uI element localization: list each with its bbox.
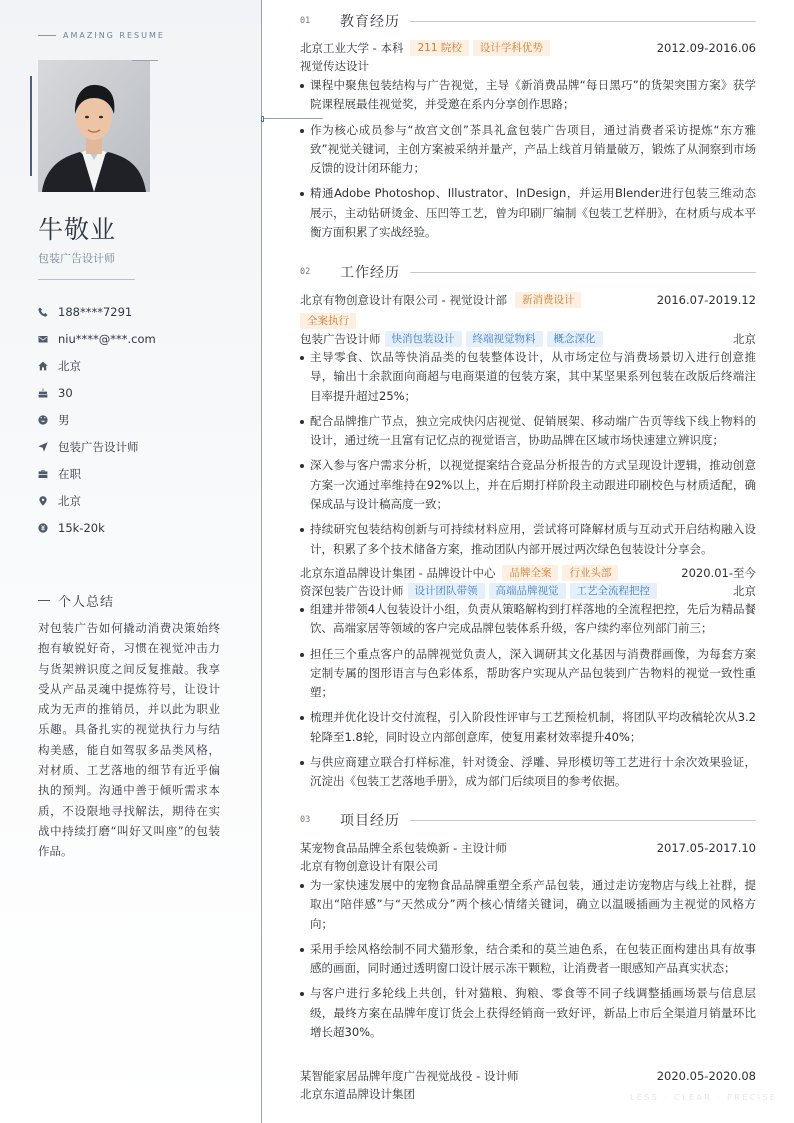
project-org: 北京东道品牌设计集团 [300, 1087, 415, 1101]
project-org: 北京有物创意设计有限公司 [300, 859, 438, 873]
contact-info-list [38, 298, 238, 541]
company-tag: 行业头部 [562, 565, 618, 581]
section-title: 教育经历 [340, 14, 400, 30]
list-item: 为一家快速发展中的宠物食品品牌重塑全系产品包装，通过走访宠物店与线上社群，提取出“陪伴感”与“天然成分”两个核心情绪关键词，确立以温暖插画为主视觉的风格方向； [300, 876, 756, 934]
portrait-image [38, 60, 150, 192]
brand [38, 31, 165, 40]
summary-title: 个人总结 [58, 595, 115, 610]
job-date: 2016.07-2019.12 [656, 293, 756, 307]
company-name: 北京东道品牌设计集团 - 品牌设计中心 [300, 566, 496, 580]
job-date: 2020.01-至今 [681, 566, 756, 580]
skill-tag: 概念深化 [547, 331, 603, 347]
section-number: 02 [300, 267, 311, 277]
list-item: 作为核心成员参与“故宫文创”茶具礼盒包装广告项目，通过消费者采访提炼“东方雅致”视觉关键词，主创方案被采纳并量产，产品上线首月销量破万，锻炼了从洞察到市场反馈的设计闭环能力； [300, 121, 756, 179]
info-phone [38, 298, 238, 325]
skill-tag: 快消包装设计 [385, 331, 462, 347]
project-header-row [300, 839, 756, 857]
list-item: 与供应商建立联合打样标准，针对烫金、浮雕、异形模切等工艺进行十余次效果验证，沉淀出《包装工艺落地手册》，成为部门后续项目的参考依据。 [300, 753, 756, 792]
avatar [38, 60, 150, 192]
job-tag-row [300, 312, 756, 330]
home-icon [38, 361, 58, 371]
list-item: 组建并带领4人包装设计小组，负责从策略解构到打样落地的全流程把控，先后为精品餐饮、高端家居等领域的客户完成品牌包装体系升级，客户续约率位列部门前三； [300, 600, 756, 639]
list-item: 主导零食、饮品等快消品类的包装整体设计，从市场定位与消费场景切入进行创意推导，输出十余款面向商超与电商渠道的包装方案，其中某坚果系列包装在改版后终端注目率提升超过25%； [300, 348, 756, 406]
sidebar [0, 0, 262, 1123]
mail-icon [38, 334, 58, 344]
location-icon [38, 496, 58, 506]
company-tag: 品牌全案 [502, 565, 558, 581]
job-position-row [300, 582, 756, 600]
salary-text: 15k-20k [58, 520, 105, 535]
list-item: 担任三个重点客户的品牌视觉负责人，深入调研其文化基因与消费群画像，为每套方案定制专属的图形语言与色彩体系，帮助客户实现从产品包装到广告物料的视觉一致性重塑； [300, 645, 756, 703]
education-major-row [300, 57, 756, 75]
school-tag: 设计学科优势 [473, 40, 550, 56]
list-item: 与客户进行多轮线上共创，针对猫粮、狗粮、零食等不同子线调整插画场景与信息层级，最终方案在品牌年度订货会上获得经销商一致好评，新品上市后全渠道月销量环比增长超30%。 [300, 984, 756, 1042]
salary-icon [38, 523, 58, 533]
summary-text: 对包装广告如何撬动消费决策始终抱有敏锐好奇，习惯在视觉冲击力与货架辨识度之间反复推敲。我享受从产品灵魂中提炼符号，让设计成为无声的推销员，并以此为职业乐趣。具备扎实的视觉执行力与结构美感，能自如驾驭多品类风格，对材质、工艺落地的细节有近乎偏执的预判。沟通中善于倾听需求本质，不设限地寻找解法，期待在实战中持续打磨“叫好又叫座”的包装作品。 [38, 621, 220, 859]
home-text: 北京 [58, 358, 81, 373]
job-position: 包装广告设计师 [300, 332, 381, 346]
section-education-heading [300, 11, 756, 31]
info-target-role [38, 433, 238, 460]
brand-text: AMAZING RESUME [63, 31, 165, 40]
photo-corner-line [132, 60, 158, 61]
info-home [38, 352, 238, 379]
summary-heading [38, 591, 114, 610]
job-position-row [300, 330, 756, 348]
skill-tag: 终端视觉物料 [466, 331, 543, 347]
info-location [38, 487, 238, 514]
education-date: 2012.09-2016.06 [656, 41, 756, 55]
info-status [38, 460, 238, 487]
section-divider [410, 21, 756, 22]
phone-text: 188****7291 [58, 304, 133, 319]
project-header-row [300, 1067, 756, 1085]
target-role-text: 包装广告设计师 [58, 439, 139, 454]
age-text: 30 [58, 385, 73, 400]
divider [38, 279, 135, 280]
project-name: 某智能家居品牌年度广告视觉战役 - 设计师 [300, 1069, 519, 1083]
list-item: 梳理并优化设计交付流程，引入阶段性评审与工艺预检机制，将团队平均改稿轮次从3.2轮降至1.8轮，同时设立内部创意库，使复用素材效率提升40%； [300, 708, 756, 747]
company-tag: 新消费设计 [515, 292, 582, 308]
profile-photo [38, 60, 150, 192]
job-bullets [300, 348, 756, 565]
company-name: 北京有物创意设计有限公司 - 视觉设计部 [300, 293, 507, 307]
list-item: 配合品牌推广节点，独立完成快闪店视觉、促销展架、移动端广告页等线下线上物料的设计，通过统一且富有记忆点的视觉语言，协助品牌在区域市场快速建立辨识度； [300, 412, 756, 451]
cake-icon [38, 388, 58, 398]
project-date: 2017.05-2017.10 [656, 841, 756, 855]
education-bullets [300, 76, 756, 248]
skill-tag: 高端品牌视觉 [489, 583, 566, 599]
job-city: 北京 [733, 584, 756, 598]
status-text: 在职 [58, 466, 81, 481]
list-item: 精通Adobe Photoshop、Illustrator、InDesign，并运用Blender进行包装三维动态展示，主动钻研烫金、压凹等工艺，曾为印刷厂编制《包装工艺样册》，在材质与成本平衡方面积累了实战经验。 [300, 184, 756, 242]
job-bullets [300, 600, 756, 798]
project-bullets [300, 876, 756, 1048]
smile-icon [38, 415, 58, 425]
summary-divider [38, 600, 50, 601]
section-projects-heading [300, 810, 756, 830]
section-divider [410, 272, 756, 273]
gender-text: 男 [58, 412, 70, 427]
section-divider [410, 820, 756, 821]
brand-divider [38, 35, 56, 36]
info-email [38, 325, 238, 352]
info-salary [38, 514, 238, 541]
skill-tag: 设计团队带领 [408, 583, 485, 599]
email-text: niu****@***.com [58, 331, 156, 346]
location-text: 北京 [58, 493, 81, 508]
company-tag: 全案执行 [300, 313, 356, 329]
section-work-heading [300, 262, 756, 282]
info-age [38, 379, 238, 406]
list-item: 课程中聚焦包装结构与广告视觉，主导《新消费品牌“每日黑巧”的货架突围方案》获学院课程展最佳视觉奖，并受邀在系内分享创作思路； [300, 76, 756, 115]
education-header-row [300, 39, 756, 57]
job-header-row [300, 291, 756, 309]
watermark: LESS · CLEAR · PRECISE [630, 1093, 778, 1102]
photo-accent-bar [30, 76, 32, 176]
project-name: 某宠物食品品牌全系包装焕新 - 主设计师 [300, 841, 507, 855]
candidate-name: 牛敬业 [38, 215, 117, 244]
section-number: 01 [300, 16, 311, 26]
candidate-role: 包装广告设计师 [38, 252, 115, 265]
section-number: 03 [300, 815, 311, 825]
school-name: 北京工业大学 - 本科 [300, 41, 404, 55]
job-city: 北京 [733, 332, 756, 346]
sidebar-connector-marker [261, 116, 264, 122]
skill-tag: 工艺全流程把控 [570, 583, 658, 599]
section-title: 工作经历 [340, 265, 400, 281]
project-org-row [300, 857, 756, 875]
major-name: 视觉传达设计 [300, 59, 369, 73]
phone-icon [38, 307, 58, 317]
school-tag: 211 院校 [410, 40, 468, 56]
list-item: 持续研究包装结构创新与可持续材料应用，尝试将可降解材质与互动式开启结构融入设计，积累了多个技术储备方案，推动团队内部开展过两次绿色包装设计分享会。 [300, 520, 756, 559]
list-item: 深入参与客户需求分析，以视觉提案结合竞品分析报告的方式呈现设计逻辑，推动创意方案一次通过率维持在92%以上，并在后期打样阶段主动跟进印刷校色与材质适配，确保成品与设计稿高度一致； [300, 456, 756, 514]
project-date: 2020.05-2020.08 [656, 1069, 756, 1083]
info-gender [38, 406, 238, 433]
send-icon [38, 442, 58, 452]
job-position: 资深包装广告设计师 [300, 584, 404, 598]
list-item: 采用手绘风格绘制不同犬猫形象，结合柔和的莫兰迪色系，在包装正面构建出具有故事感的画面，同时通过透明窗口设计展示冻干颗粒，让消费者一眼感知产品真实状态； [300, 940, 756, 979]
briefcase-icon [38, 469, 58, 479]
job-header-row [300, 564, 756, 582]
section-title: 项目经历 [340, 813, 400, 829]
